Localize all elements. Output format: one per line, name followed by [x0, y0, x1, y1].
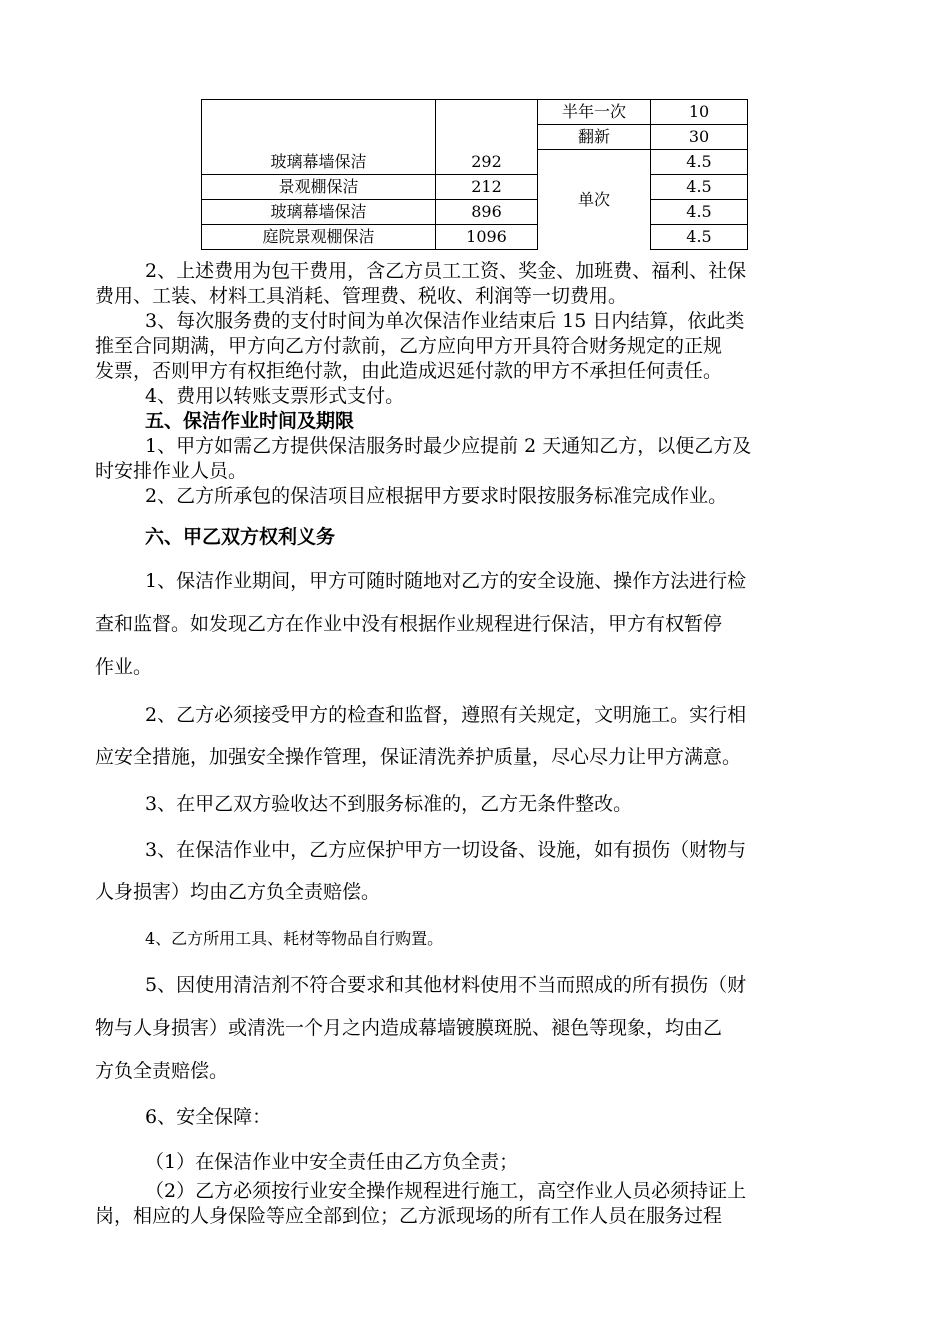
- para-line: 3、在甲乙双方验收达不到服务标准的，乙方无条件整改。: [145, 793, 633, 815]
- table-cell-freq: 翻新: [538, 125, 651, 150]
- table-cell-item: 玻璃幕墙保洁: [202, 200, 436, 225]
- para-line: 费用、工装、材料工具消耗、管理费、税收、利润等一切费用。: [95, 285, 628, 307]
- para-line: 3、在保洁作业中，乙方应保护甲方一切设备、设施，如有损伤（财物与: [145, 839, 747, 861]
- para-line: （2）乙方必须按行业安全操作规程进行施工，高空作业人员必须持证上: [145, 1180, 747, 1202]
- table-row: [202, 225, 748, 250]
- table-cell-qty: 896: [436, 200, 538, 225]
- para-line: 2、乙方必须接受甲方的检查和监督，遵照有关规定，文明施工。实行相: [145, 704, 747, 726]
- section-heading: 六、甲乙双方权利义务: [145, 526, 336, 548]
- para-line: 人身损害）均由乙方负全责赔偿。: [95, 881, 381, 903]
- table-cell-price: 4.5: [651, 200, 748, 225]
- fee-table: [201, 99, 748, 250]
- para-line: 3、每次服务费的支付时间为单次保洁作业结束后 15 日内结算，依此类: [145, 310, 745, 332]
- table-cell-price: 30: [651, 125, 748, 150]
- table-cell-price: 4.5: [651, 150, 748, 175]
- table-cell-freq-merged: [538, 150, 651, 250]
- table-cell-item: 景观棚保洁: [202, 175, 436, 200]
- para-line: 推至合同期满，甲方向乙方付款前，乙方应向甲方开具符合财务规定的正规: [95, 335, 723, 357]
- para-line: 方负全责赔偿。: [95, 1060, 229, 1082]
- para-line: 发票，否则甲方有权拒绝付款，由此造成迟延付款的甲方不承担任何责任。: [95, 360, 723, 382]
- table-cell-freq: 半年一次: [538, 100, 651, 125]
- table-cell-qty: 1096: [436, 225, 538, 250]
- para-line: 作业。: [95, 656, 153, 678]
- para-line: 时安排作业人员。: [95, 460, 248, 482]
- table-cell-qty: 212: [436, 175, 538, 200]
- table-cell-price: 10: [651, 100, 748, 125]
- para-line: 4、乙方所用工具、耗材等物品自行购置。: [145, 929, 444, 948]
- table-cell-item: 玻璃幕墙保洁: [202, 100, 436, 175]
- para-line: 1、甲方如需乙方提供保洁服务时最少应提前 2 天通知乙方，以便乙方及: [145, 435, 752, 457]
- para-line: （1）在保洁作业中安全责任由乙方负全责；: [145, 1151, 519, 1173]
- para-line: 1、保洁作业期间，甲方可随时随地对乙方的安全设施、操作方法进行检: [145, 570, 747, 592]
- para-line: 2、上述费用为包干费用，含乙方员工工资、奖金、加班费、福利、社保: [145, 260, 747, 282]
- table-row: [202, 200, 748, 225]
- para-line: 岗，相应的人身保险等应全部到位；乙方派现场的所有工作人员在服务过程: [95, 1205, 723, 1227]
- para-line: 查和监督。如发现乙方在作业中没有根据作业规程进行保洁，甲方有权暂停: [95, 613, 723, 635]
- table-row: [202, 175, 748, 200]
- table-row: [202, 100, 748, 125]
- table-cell-freq: 单次: [577, 189, 610, 209]
- table-cell-item: 庭院景观棚保洁: [202, 225, 436, 250]
- section-heading: 五、保洁作业时间及期限: [145, 410, 355, 432]
- table-cell-price: 4.5: [651, 175, 748, 200]
- table-cell-qty: 292: [436, 100, 538, 175]
- para-line: 4、费用以转账支票形式支付。: [145, 385, 405, 407]
- para-line: 5、因使用清洁剂不符合要求和其他材料使用不当而照成的所有损伤（财: [145, 974, 747, 996]
- para-line: 物与人身损害）或清洗一个月之内造成幕墙镀膜斑脱、褪色等现象，均由乙: [95, 1017, 723, 1039]
- para-line: 6、安全保障：: [145, 1106, 272, 1128]
- para-line: 应安全措施，加强安全操作管理，保证清洗养护质量，尽心尽力让甲方满意。: [95, 746, 742, 768]
- table-cell-price: 4.5: [651, 225, 748, 250]
- para-line: 2、乙方所承包的保洁项目应根据甲方要求时限按服务标准完成作业。: [145, 485, 728, 507]
